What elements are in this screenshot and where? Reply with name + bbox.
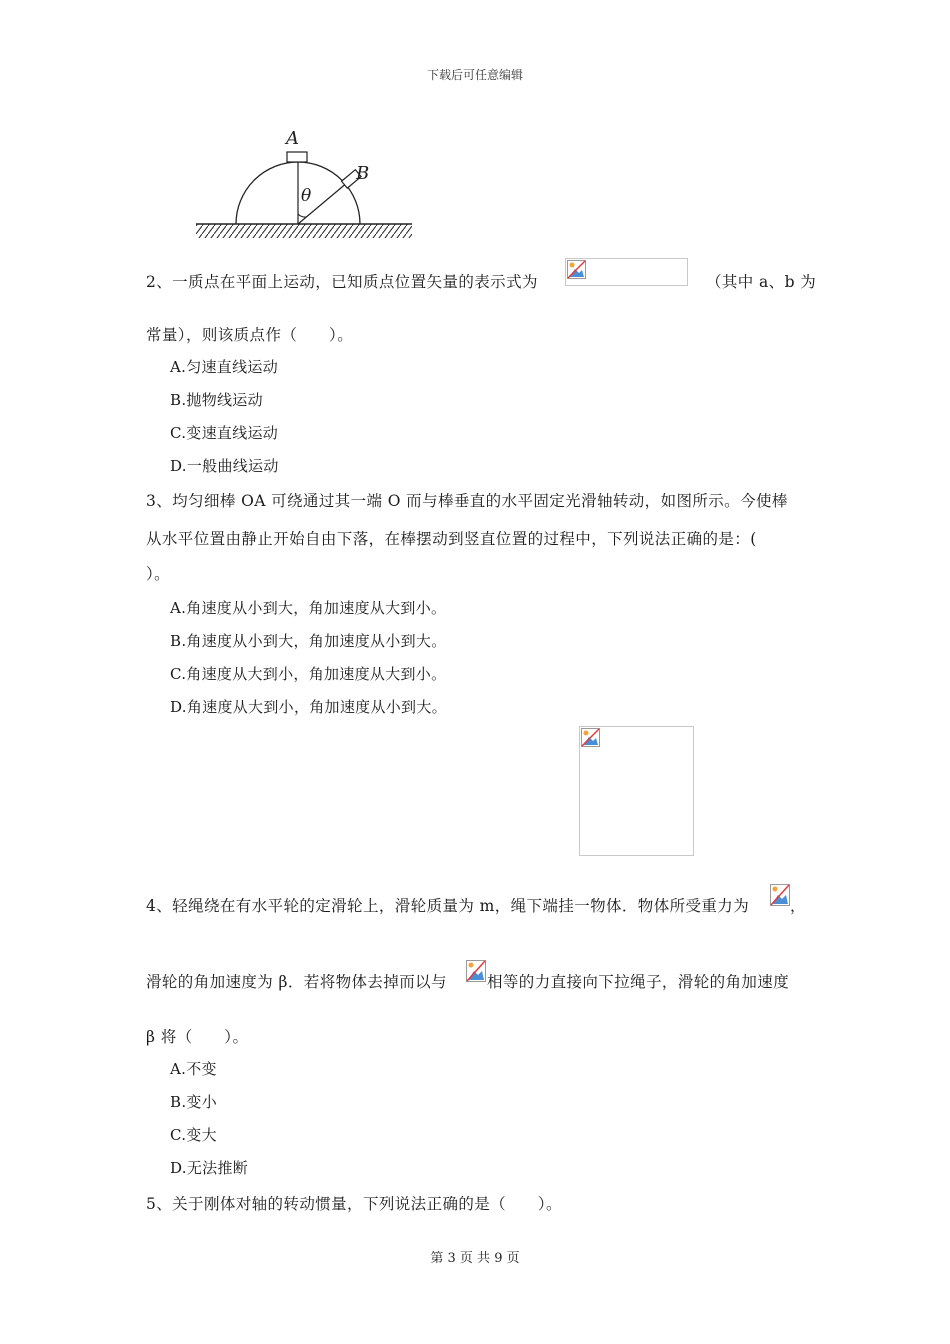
q4-option-b: B.变小 [170, 1093, 217, 1111]
q3-option-c: C.角速度从大到小，角加速度从大到小。 [170, 665, 447, 683]
hemisphere-figure [190, 122, 420, 244]
broken-image-icon [466, 960, 486, 982]
q4-line2-suffix: 相等的力直接向下拉绳子，滑轮的角加速度 [487, 973, 790, 991]
q3-option-d: D.角速度从大到小，角加速度从小到大。 [170, 698, 447, 716]
broken-image-icon [567, 260, 586, 279]
q4-gravity-image [770, 884, 790, 906]
q4-option-c: C.变大 [170, 1126, 217, 1144]
q3-line2: 从水平位置由静止开始自由下落，在棒摆动到竖直位置的过程中，下列说法正确的是：( [146, 530, 757, 548]
ground-hatch [196, 224, 412, 238]
q2-line1-prefix: 2、一质点在平面上运动，已知质点位置矢量的表示式为 [146, 273, 538, 291]
q5-line1: 5、关于刚体对轴的转动惯量，下列说法正确的是（ ）。 [146, 1195, 562, 1213]
q2-line1-suffix: （其中 a、b 为 [706, 273, 817, 291]
q4-line3: β 将（ ）。 [146, 1028, 249, 1046]
q4-line2-prefix: 滑轮的角加速度为 β．若将物体去掉而以与 [146, 973, 447, 991]
q3-option-a: A.角速度从小到大，角加速度从大到小。 [170, 599, 447, 617]
q2-formula-image [565, 258, 688, 286]
q2-option-a: A.匀速直线运动 [170, 358, 279, 376]
q4-force-image [466, 960, 486, 982]
q2-option-b: B.抛物线运动 [170, 391, 263, 409]
q4-option-d: D.无法推断 [170, 1159, 249, 1177]
q3-option-b: B.角速度从小到大，角加速度从小到大。 [170, 632, 447, 650]
q3-figure-image [579, 726, 694, 856]
q2-option-c: C.变速直线运动 [170, 424, 279, 442]
q4-line1-suffix: ， [790, 897, 806, 915]
page-header: 下载后可任意编辑 [426, 68, 523, 82]
broken-image-icon [581, 728, 600, 747]
broken-image-icon [770, 884, 790, 906]
q4-option-a: A.不变 [170, 1060, 217, 1078]
q3-line1: 3、均匀细棒 OA 可绕通过其一端 O 而与棒垂直的水平固定光滑轴转动，如图所示。今使棒 [146, 492, 788, 510]
q4-line1-prefix: 4、轻绳绕在有水平轮的定滑轮上，滑轮质量为 m，绳下端挂一物体．物体所受重力为 [146, 897, 750, 915]
q2-option-d: D.一般曲线运动 [170, 457, 279, 475]
label-b: B [356, 163, 370, 184]
label-theta: θ [301, 186, 312, 206]
q2-line2: 常量），则该质点作（ ）。 [146, 326, 354, 344]
q3-line3: ）。 [146, 565, 171, 583]
label-a: A [286, 128, 299, 149]
block-a [287, 152, 307, 162]
page-footer: 第 3 页 共 9 页 [430, 1251, 520, 1266]
